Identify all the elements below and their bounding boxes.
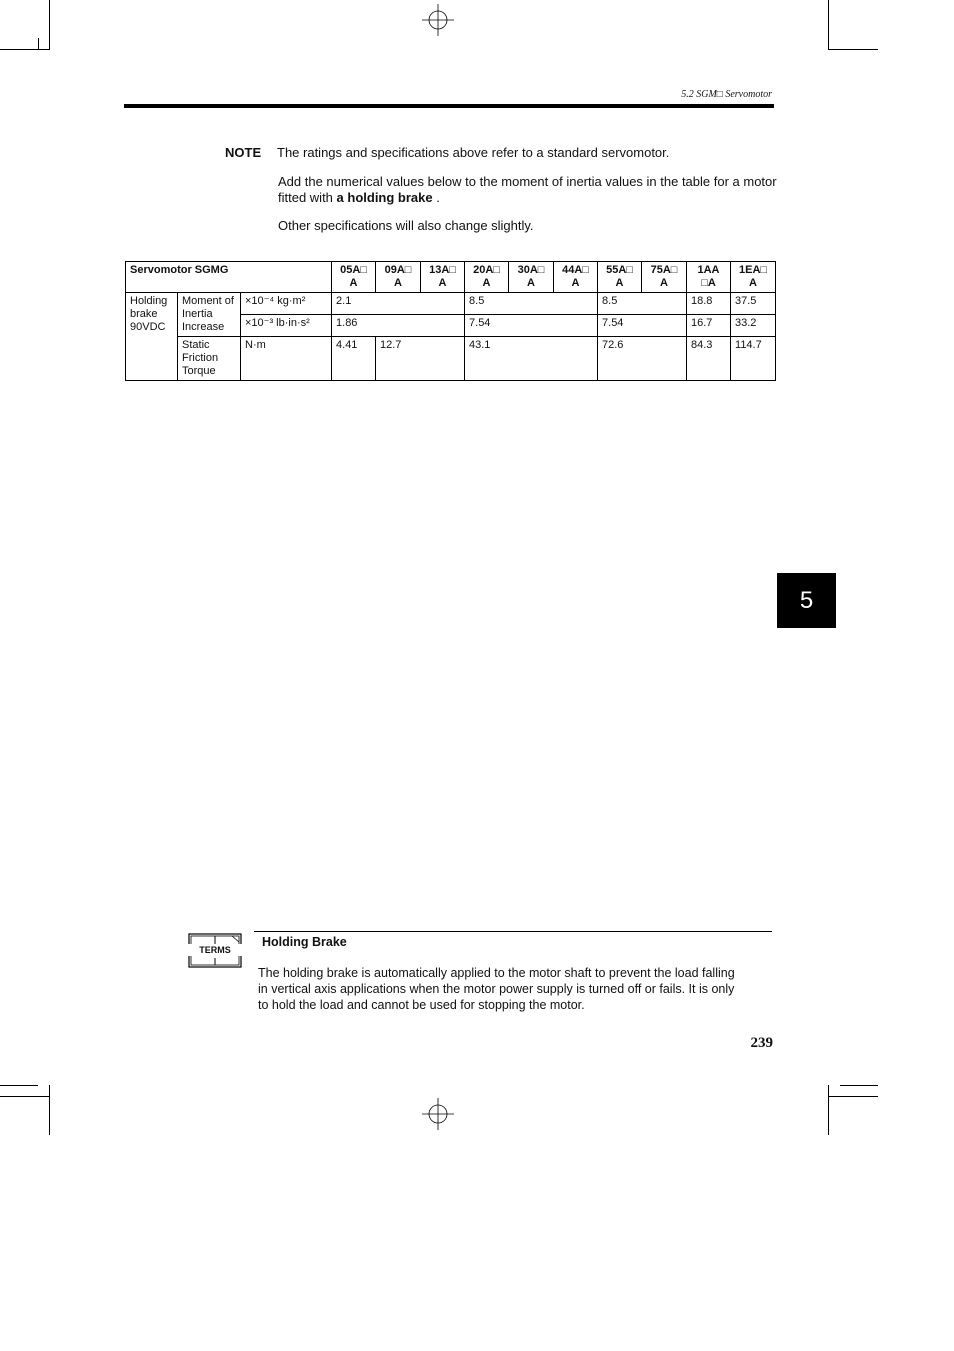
terms-title: Holding Brake: [262, 935, 347, 949]
note-line-2-suffix: .: [436, 190, 440, 205]
table-header-label: Servomotor SGMG: [126, 262, 332, 293]
table-cell: 2.1: [332, 293, 465, 315]
table-cell: 37.5: [731, 293, 776, 315]
crop-mark: [840, 1085, 878, 1086]
table-cell: 18.8: [687, 293, 731, 315]
table-row: [126, 293, 776, 315]
unit-cell: ×10⁻³ lb·in·s²: [241, 315, 332, 337]
header-rule: [124, 104, 774, 108]
holding-brake-spec-table: [125, 261, 776, 381]
note-line-3: Other specifications will also change slightly.: [278, 218, 534, 233]
column-header: 13A□ A: [421, 262, 465, 293]
unit-cell: N·m: [241, 337, 332, 381]
table-cell: 43.1: [465, 337, 598, 381]
table-cell: 8.5: [598, 293, 687, 315]
note-label: NOTE: [225, 145, 262, 160]
note-line-1: The ratings and specifications above refer to a standard servomotor.: [277, 145, 670, 160]
registration-mark-icon: [422, 4, 454, 36]
crop-mark: [0, 49, 50, 50]
table-cell: 84.3: [687, 337, 731, 381]
column-header: 55A□ A: [598, 262, 642, 293]
column-header: 44A□ A: [554, 262, 598, 293]
table-cell: 16.7: [687, 315, 731, 337]
chapter-tab: 5: [777, 573, 836, 628]
table-cell: 1.86: [332, 315, 465, 337]
table-row: [126, 337, 776, 381]
terms-rule: [254, 931, 772, 932]
table-cell: 7.54: [598, 315, 687, 337]
column-header: 1EA□ A: [731, 262, 776, 293]
column-header: 09A□ A: [376, 262, 421, 293]
crop-mark: [49, 1085, 50, 1135]
page-number: 239: [750, 1035, 773, 1051]
static-label: Static Friction Torque: [178, 337, 241, 381]
crop-mark: [0, 1096, 50, 1097]
crop-mark: [828, 0, 829, 50]
column-header: 1AA □A: [687, 262, 731, 293]
column-header: 20A□ A: [465, 262, 509, 293]
terms-body: The holding brake is automatically applied to the motor shaft to prevent the load falling in vertical axis applications when the motor power supply is turned off or fails. It is only to hold the load and cannot be used for stopping the motor.: [258, 966, 735, 1012]
table-cell: 114.7: [731, 337, 776, 381]
table-cell: 12.7: [376, 337, 465, 381]
crop-mark: [38, 38, 39, 50]
crop-mark: [828, 1085, 829, 1135]
note-line-2-prefix: Add the numerical values below to the moment of inertia values in the table for a motor fitted with: [278, 174, 777, 205]
table-cell: 72.6: [598, 337, 687, 381]
crop-mark: [828, 1096, 878, 1097]
note-line-2: [278, 174, 778, 206]
table-cell: 4.41: [332, 337, 376, 381]
section-header: 5.2 SGM□ Servomotor: [681, 89, 772, 100]
table-cell: 7.54: [465, 315, 598, 337]
column-header: 05A□ A: [332, 262, 376, 293]
crop-mark: [0, 1085, 38, 1086]
crop-mark: [828, 49, 878, 50]
column-header: 30A□ A: [509, 262, 554, 293]
moment-label: Moment of Inertia Increase: [178, 293, 241, 337]
table-cell: 8.5: [465, 293, 598, 315]
group-label: Holding brake 90VDC: [126, 293, 178, 381]
crop-mark: [49, 0, 50, 50]
terms-book-icon: [188, 932, 242, 970]
table-header-row: [126, 262, 776, 293]
table-cell: 33.2: [731, 315, 776, 337]
unit-cell: ×10⁻⁴ kg·m²: [241, 293, 332, 315]
note-line-2-bold: a holding brake: [336, 190, 433, 205]
column-header: 75A□ A: [642, 262, 687, 293]
registration-mark-icon: [422, 1098, 454, 1130]
terms-icon-label: TERMS: [188, 944, 242, 956]
